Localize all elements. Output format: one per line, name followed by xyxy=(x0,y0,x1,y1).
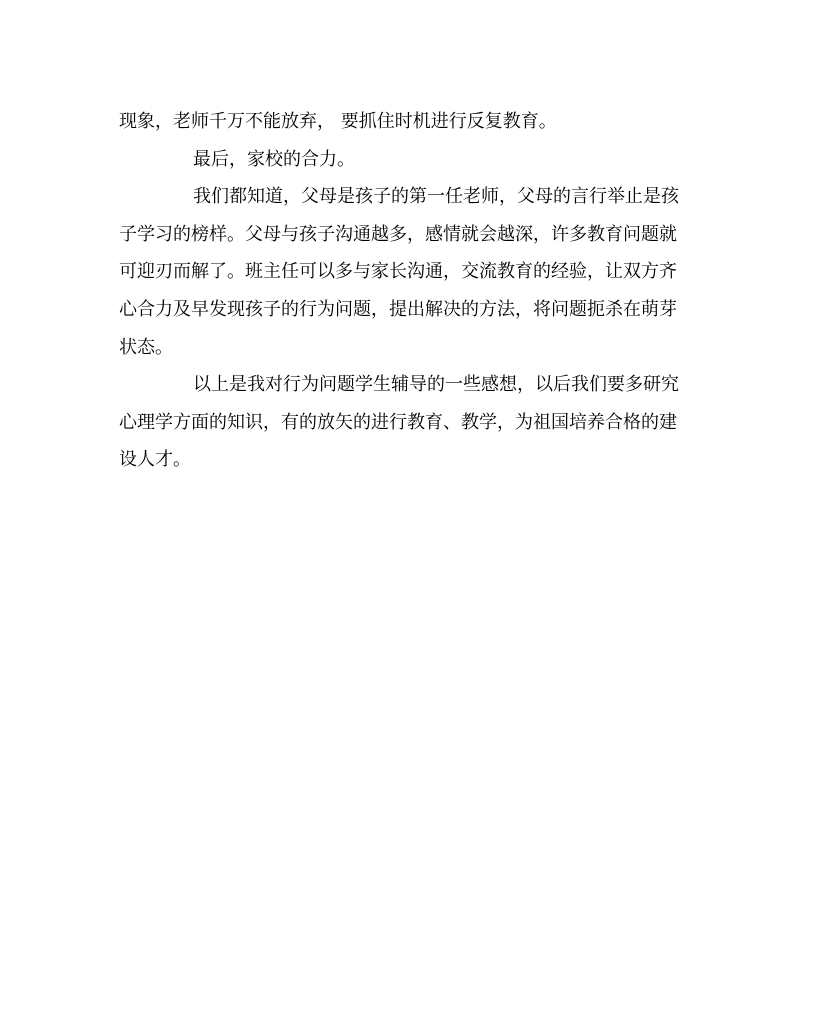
text-line: 以上是我对行为问题学生辅导的一些感想，以后我们要多研究 xyxy=(193,374,679,396)
text-line: 可迎刃而解了。班主任可以多与家长沟通，交流教育的经验，让双方齐 xyxy=(119,261,677,283)
text-line: 设人才。 xyxy=(119,449,191,471)
paragraph-parents xyxy=(119,178,699,366)
text-line: 我们都知道，父母是孩子的第一任老师，父母的言行举止是孩 xyxy=(193,186,679,208)
document-body xyxy=(119,103,699,479)
text-line: 心理学方面的知识，有的放矢的进行教育、教学，为祖国培养合格的建 xyxy=(119,411,677,433)
text-line: 状态。 xyxy=(119,336,173,358)
text-line: 子学习的榜样。父母与孩子沟通越多，感情就会越深，许多教育问题就 xyxy=(119,223,677,245)
text-line: 最后，家校的合力。 xyxy=(193,148,355,170)
text-line: 现象，老师千万不能放弃， 要抓住时机进行反复教育。 xyxy=(119,111,557,132)
text-line: 心合力及早发现孩子的行为问题，提出解决的方法，将问题扼杀在萌芽 xyxy=(119,298,677,320)
paragraph-continuation xyxy=(119,103,699,141)
paragraph-conclusion xyxy=(119,366,699,479)
paragraph-final-point xyxy=(119,141,699,179)
